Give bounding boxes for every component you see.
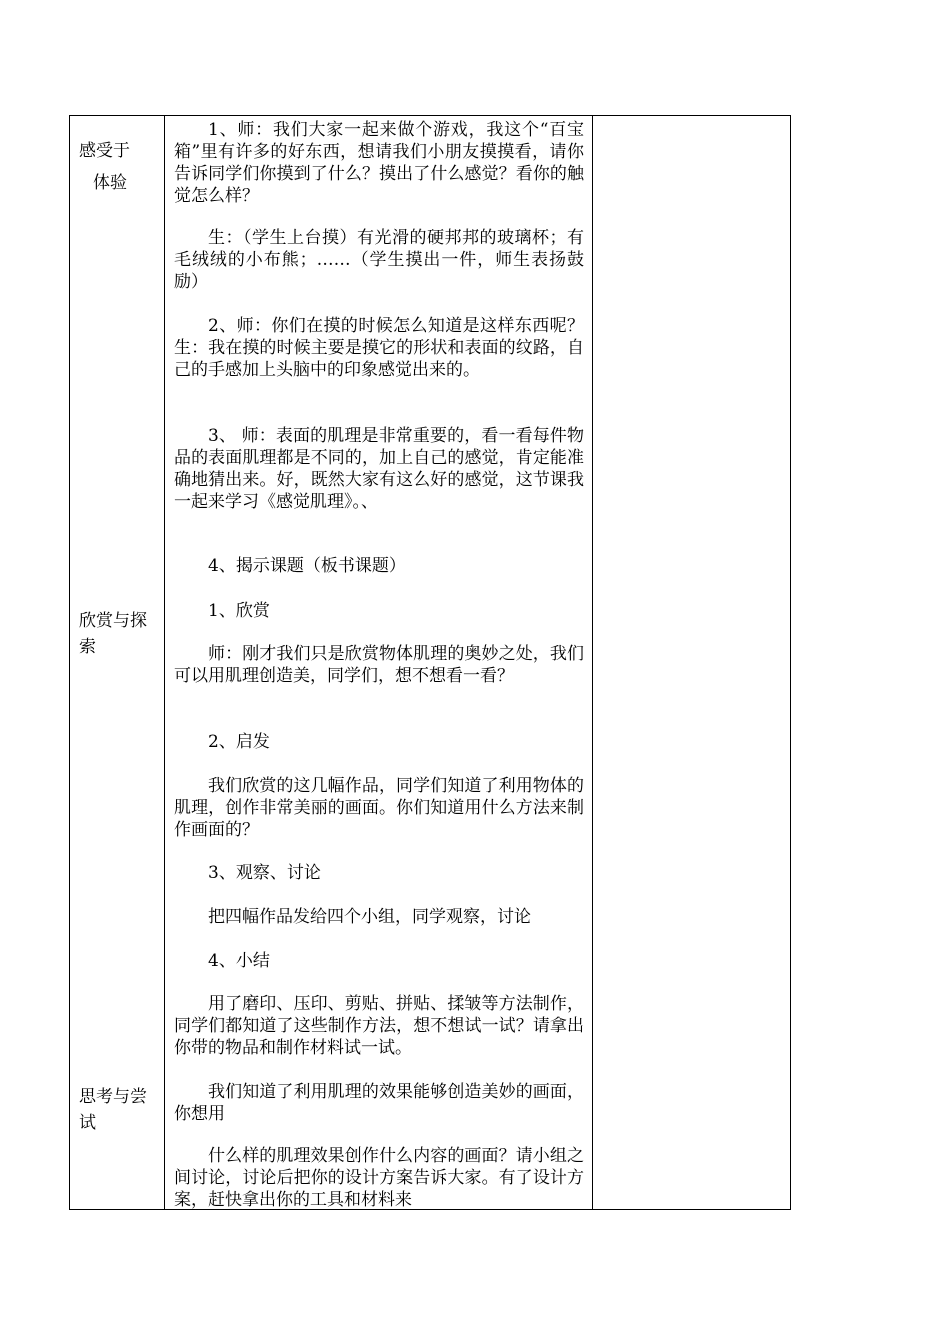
content-paragraph: 师：刚才我们只是欣赏物体肌理的奥妙之处，我们可以用肌理创造美，同学们，想不想看一看？ (174, 644, 584, 686)
content-paragraph: 1、师：我们大家一起来做个游戏，我这个“百宝箱”里有许多的好东西，想请我们小朋友摸摸看，请你告诉同学们你摸到了什么？摸出了什么感觉？看你的触觉怎么样？ (174, 120, 584, 206)
content-paragraph: 4、揭示课题（板书课题） (208, 556, 406, 576)
content-paragraph: 3、 师：表面的肌理是非常重要的，看一看每件物品的表面肌理都是不同的，加上自己的感觉，肯定能准确地猜出来。好，既然大家有这么好的感觉，这节课我一起来学习《感觉肌理》。、 (174, 426, 584, 512)
content-paragraph: 用了磨印、压印、剪贴、拼贴、揉皱等方法制作，同学们都知道了这些制作方法，想不想试一试？请拿出你带的物品和制作材料试一试。 (174, 994, 584, 1058)
content-paragraph: 3、观察、讨论 (208, 863, 321, 883)
section-label-feel (79, 135, 159, 199)
column-divider (592, 116, 593, 1209)
label-line: 体验 (93, 173, 127, 193)
content-paragraph: 我们欣赏的这几幅作品，同学们知道了利用物体的肌理，创作非常美丽的画面。你们知道用什么方法来制作画面的？ (174, 776, 584, 840)
label-line: 索 (79, 637, 96, 657)
content-paragraph: 什么样的肌理效果创作什么内容的画面？请小组之间讨论，讨论后把你的设计方案告诉大家。有了设计方案，赶快拿出你的工具和材料来 (174, 1146, 584, 1210)
section-label-appreciate (79, 608, 159, 660)
label-line: 试 (79, 1113, 96, 1133)
content-paragraph: 我们知道了利用肌理的效果能够创造美妙的画面，你想用 (174, 1082, 584, 1124)
content-paragraph: 1、欣赏 (208, 601, 270, 621)
content-paragraph: 生：（学生上台摸）有光滑的硬邦邦的玻璃杯；有毛绒绒的小布熊；……（学生摸出一件，师生表扬鼓励） (174, 228, 584, 292)
column-divider (164, 116, 165, 1209)
content-paragraph: 把四幅作品发给四个小组，同学观察，讨论 (208, 907, 531, 927)
label-line: 思考与尝 (79, 1087, 147, 1107)
label-line: 感受于 (79, 141, 130, 161)
label-line: 欣赏与探 (79, 611, 147, 631)
lesson-table (69, 115, 791, 1210)
content-paragraph: 4、小结 (208, 951, 270, 971)
content-paragraph: 2、启发 (208, 732, 270, 752)
section-label-think (79, 1084, 159, 1136)
content-paragraph: 2、师：你们在摸的时候怎么知道是这样东西呢？生：我在摸的时候主要是摸它的形状和表面的纹路，自己的手感加上头脑中的印象感觉出来的。 (174, 316, 584, 380)
